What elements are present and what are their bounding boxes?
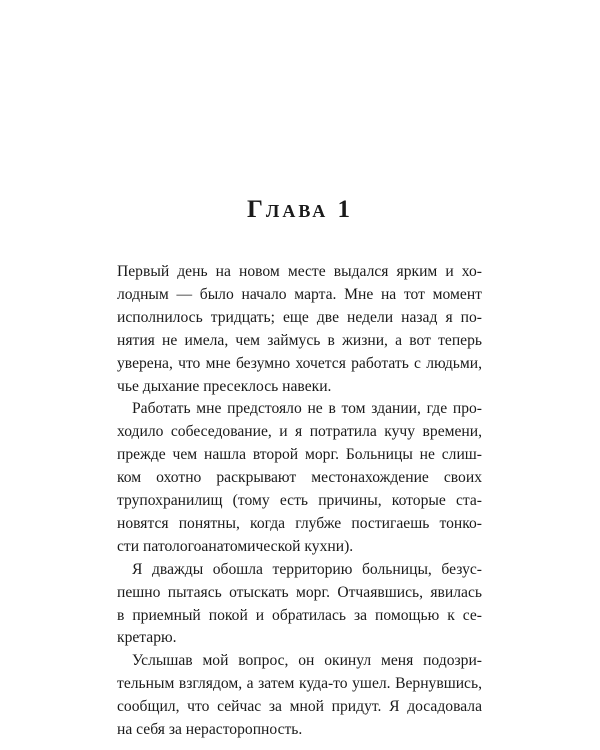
text-line: новятся понятны, когда глубже постигаешь тонко-: [117, 514, 482, 532]
text-line: сти патологоанатомической кухни).: [117, 537, 354, 555]
text-line: кретарю.: [117, 629, 177, 647]
text-line: сообщил, что сейчас за мной придут. Я досадовала: [117, 698, 482, 716]
text-line: уверена, что мне безумно хочется работать с людьми,: [117, 354, 482, 372]
text-line: Первый день на новом месте выдался ярким и хо-: [117, 263, 482, 280]
text-line: нятия не имела, чем займусь в жизни, а вот теперь: [117, 331, 482, 349]
text-line: Услышав мой вопрос, он окинул меня подозри-: [132, 652, 482, 670]
text-line: тельным взглядом, а затем куда-то ушел. Вернувшись,: [117, 675, 482, 693]
text-line: чье дыхание пресеклось навеки.: [117, 377, 332, 395]
chapter-title: Глава 1: [247, 196, 353, 223]
text-line: трупохранилищ (тому есть причины, которые ста-: [117, 492, 482, 510]
text-line: лодным — было начало марта. Мне на тот момент: [117, 285, 482, 303]
text-line: ком охотно раскрывают местонахождение своих: [117, 469, 482, 487]
text-line: пешно пытаясь отыскать морг. Отчаявшись, явилась: [117, 583, 482, 601]
text-line: Я дважды обошла территорию больницы, безус-: [132, 560, 482, 578]
text-line: на себя за нерасторопность.: [117, 721, 303, 739]
text-line: Работать мне предстояло не в том здании, где про-: [132, 400, 482, 418]
text-line: ходило собеседование, и я потратила кучу времени,: [117, 423, 482, 441]
text-line: исполнилось тридцать; еще две недели назад я по-: [117, 308, 482, 326]
text-line: в приемный покой и обратилась за помощью к се-: [117, 606, 482, 624]
text-line: прежде чем нашла второй морг. Больницы не слиш-: [117, 446, 482, 464]
